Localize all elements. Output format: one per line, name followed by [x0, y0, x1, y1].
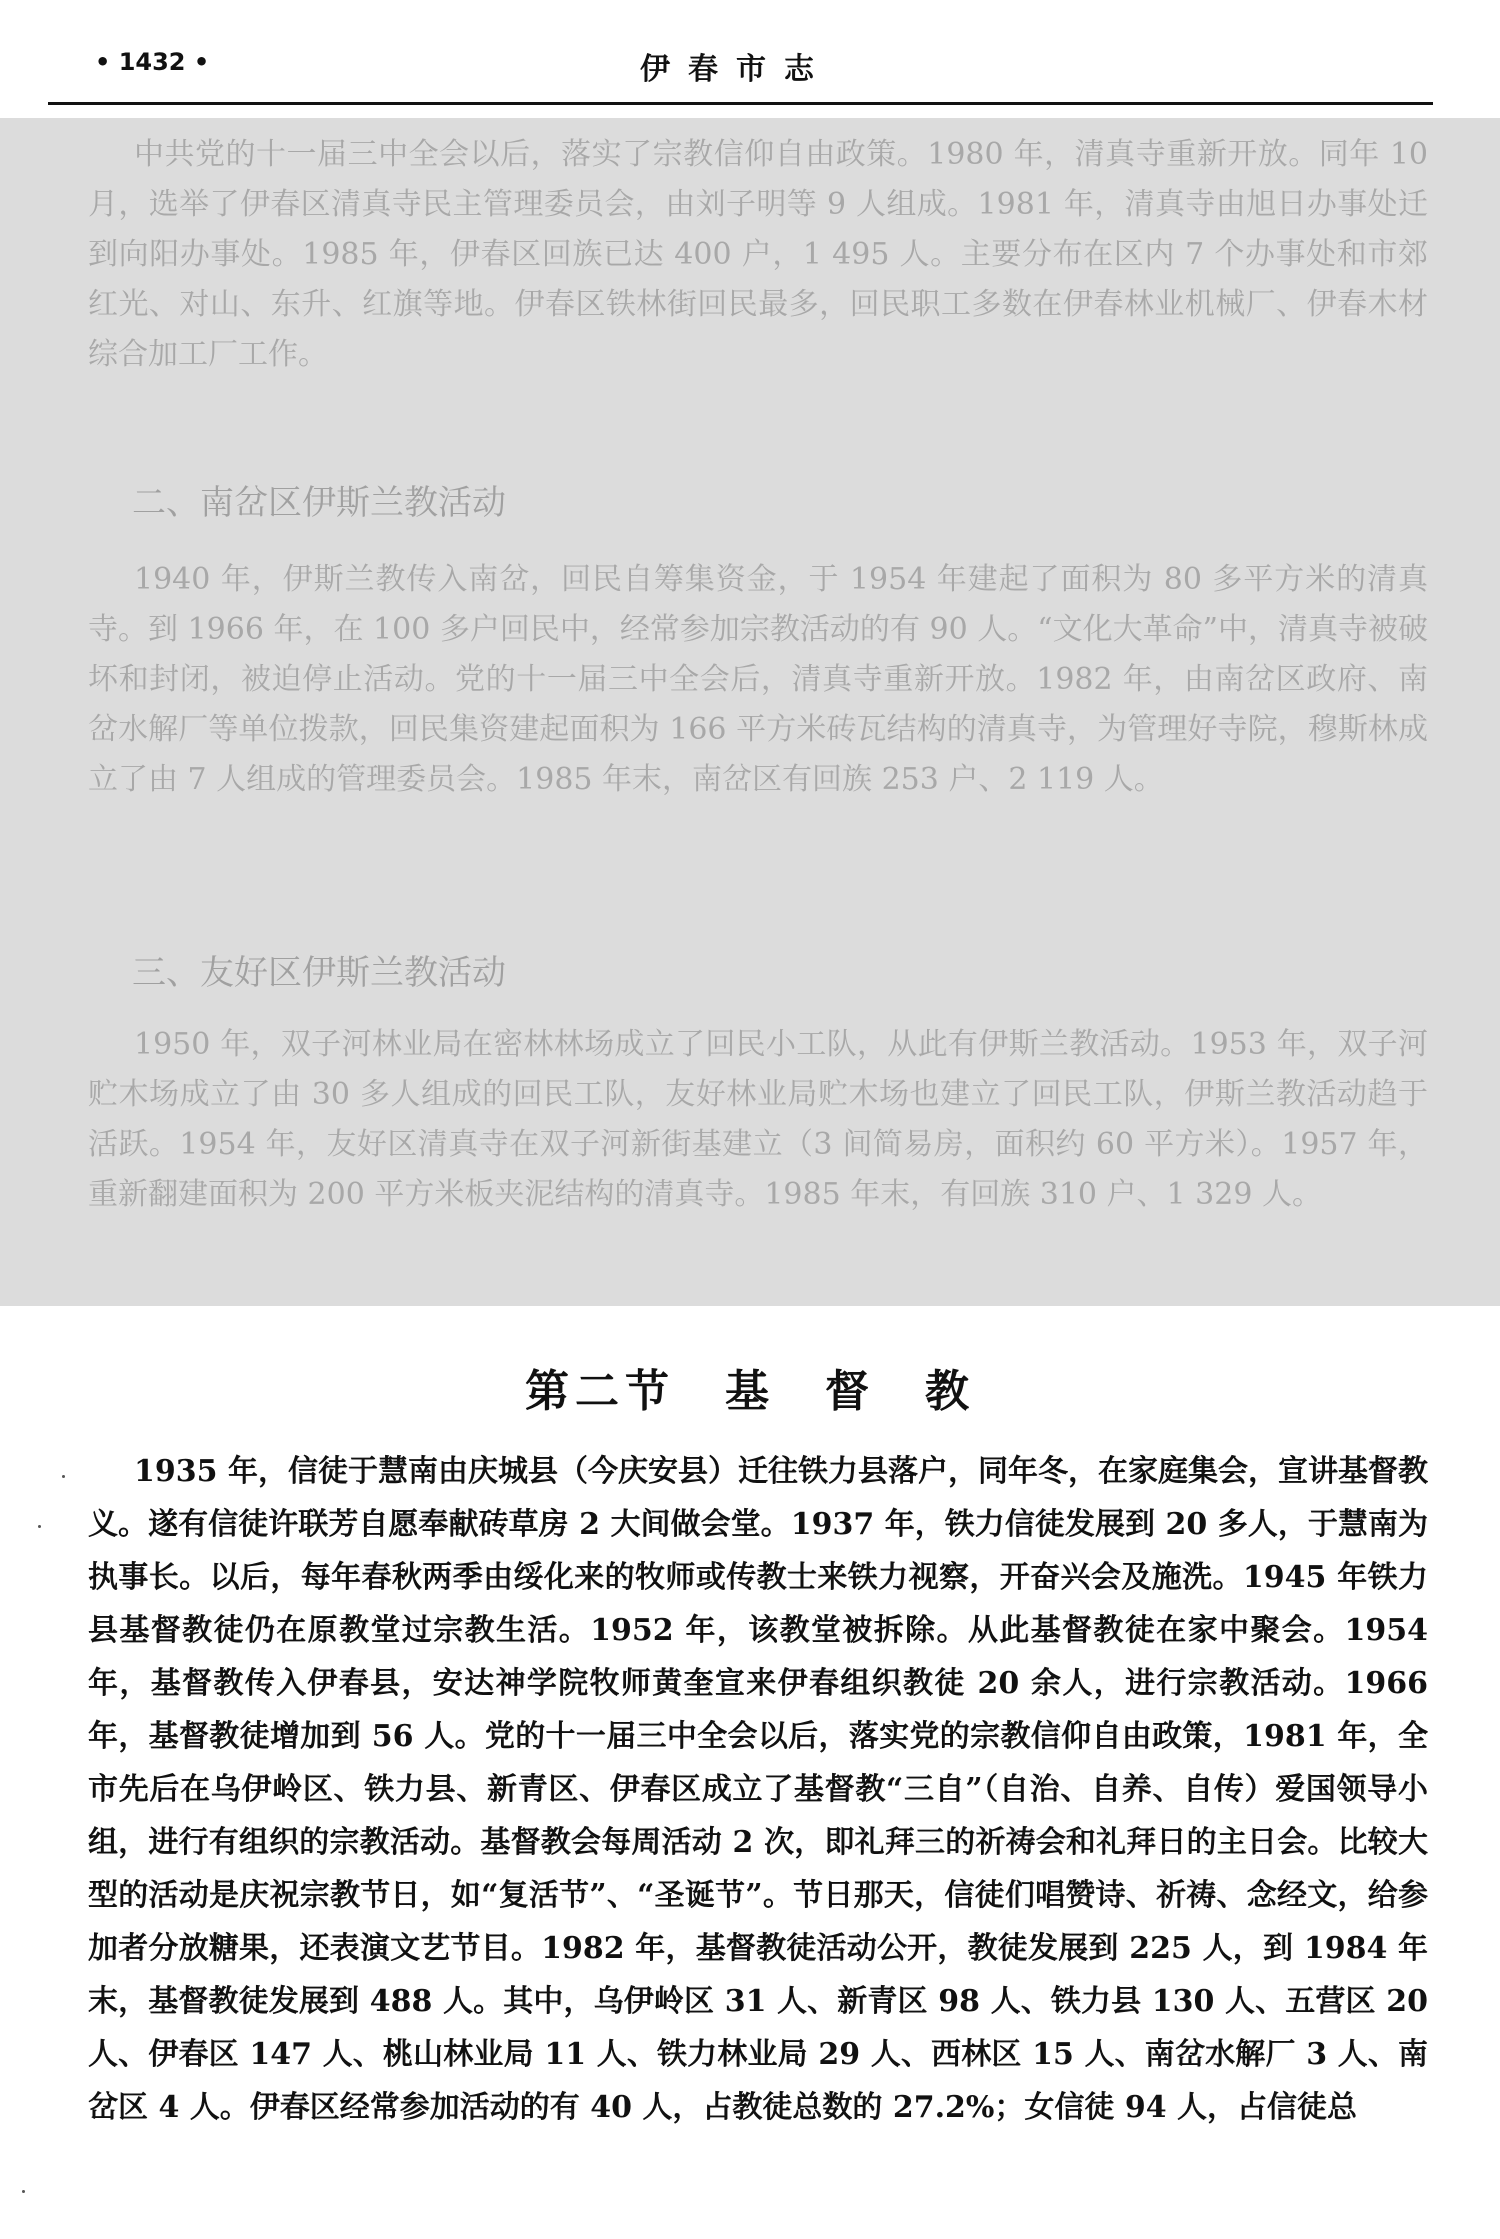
- intro-paragraph: 中共党的十一届三中全会以后，落实了宗教信仰自由政策。1980 年，清真寺重新开放。同年 10 月，选举了伊春区清真寺民主管理委员会，由刘子明等 9 人组成。1981 年，清真寺由旭日办事处迁到向阳办事处。1985 年，伊春区回族已达 400 户，1 495 人。主要分布在区内 7 个办事处和市郊红光、对山、东升、红旗等地。伊春区铁林街回民最多，回民职工多数在伊春林业机械厂、伊春木材综合加工厂工作。: [88, 137, 1428, 372]
- scan-speck: [38, 1525, 41, 1528]
- section-paragraph-nancha: 1940 年，伊斯兰教传入南岔，回民自筹集资金，于 1954 年建起了面积为 80 多平方米的清真寺。到 1966 年，在 100 多户回民中，经常参加宗教活动的有 90 人。“文化大革命”中，清真寺被破坏和封闭，被迫停止活动。党的十一届三中全会后，清真寺重新开放。1982 年，由南岔区政府、南岔水解厂等单位拨款，回民集资建起面积为 166 平方米砖瓦结构的清真寺，为管理好寺院，穆斯林成立了由 7 人组成的管理委员会。1985 年末，南岔区有回族 253 户、2 119 人。: [88, 562, 1428, 797]
- header-rule: [48, 102, 1433, 105]
- scan-speck: [22, 2190, 25, 2193]
- christianity-paragraph: 1935 年，信徒于慧南由庆城县（今庆安县）迁往铁力县落户，同年冬，在家庭集会，宣讲基督教义。遂有信徒许联芳自愿奉献砖草房 2 大间做会堂。1937 年，铁力信徒发展到 20 多人，于慧南为执事长。以后，每年春秋两季由绥化来的牧师或传教士来铁力视察，开奋兴会及施洗。1945 年铁力县基督教徒仍在原教堂过宗教生活。1952 年，该教堂被拆除。从此基督教徒在家中聚会。1954 年，基督教传入伊春县，安达神学院牧师黄奎宣来伊春组织教徒 20 余人，进行宗教活动。1966 年，基督教徒增加到 56 人。党的十一届三中全会以后，落实党的宗教信仰自由政策，1981 年，全市先后在乌伊岭区、铁力县、新青区、伊春区成立了基督教“三自”（自治、自养、自传）爱国领导小组，进行有组织的宗教活动。基督教会每周活动 2 次，即礼拜三的祈祷会和礼拜日的主日会。比较大型的活动是庆祝宗教节日，如“复活节”、“圣诞节”。节日那天，信徒们唱赞诗、祈祷、念经文，给参加者分放糖果，还表演文艺节目。1982 年，基督教徒活动公开，教徒发展到 225 人，到 1984 年末，基督教徒发展到 488 人。其中，乌伊岭区 31 人、新青区 98 人、铁力县 130 人、五营区 20 人、伊春区 147 人、桃山林业局 11 人、铁力林业局 29 人、西林区 15 人、南岔水解厂 3 人、南岔区 4 人。伊春区经常参加活动的有 40 人，占教徒总数的 27.2%；女信徒 94 人，占信徒总: [88, 1454, 1428, 2125]
- section-paragraph-youhao: 1950 年，双子河林业局在密林林场成立了回民小工队，从此有伊斯兰教活动。1953 年，双子河贮木场成立了由 30 多人组成的回民工队，友好林业局贮木场也建立了回民工队，伊斯兰教活动趋于活跃。1954 年，友好区清真寺在双子河新街基建立（3 间简易房，面积约 60 平方米）。1957 年，重新翻建面积为 200 平方米板夹泥结构的清真寺。1985 年末，有回族 310 户、1 329 人。: [88, 1027, 1428, 1212]
- page-number: • 1432 •: [95, 48, 210, 76]
- section-heading-youhao: 三、友好区伊斯兰教活动: [132, 953, 506, 993]
- book-title: 伊春市志: [640, 52, 832, 87]
- section-heading-nancha: 二、南岔区伊斯兰教活动: [132, 483, 506, 523]
- section-title-christianity: 第二节 基 督 教: [525, 1366, 975, 1417]
- page-header: [40, 30, 1430, 102]
- scan-speck: [62, 1475, 65, 1478]
